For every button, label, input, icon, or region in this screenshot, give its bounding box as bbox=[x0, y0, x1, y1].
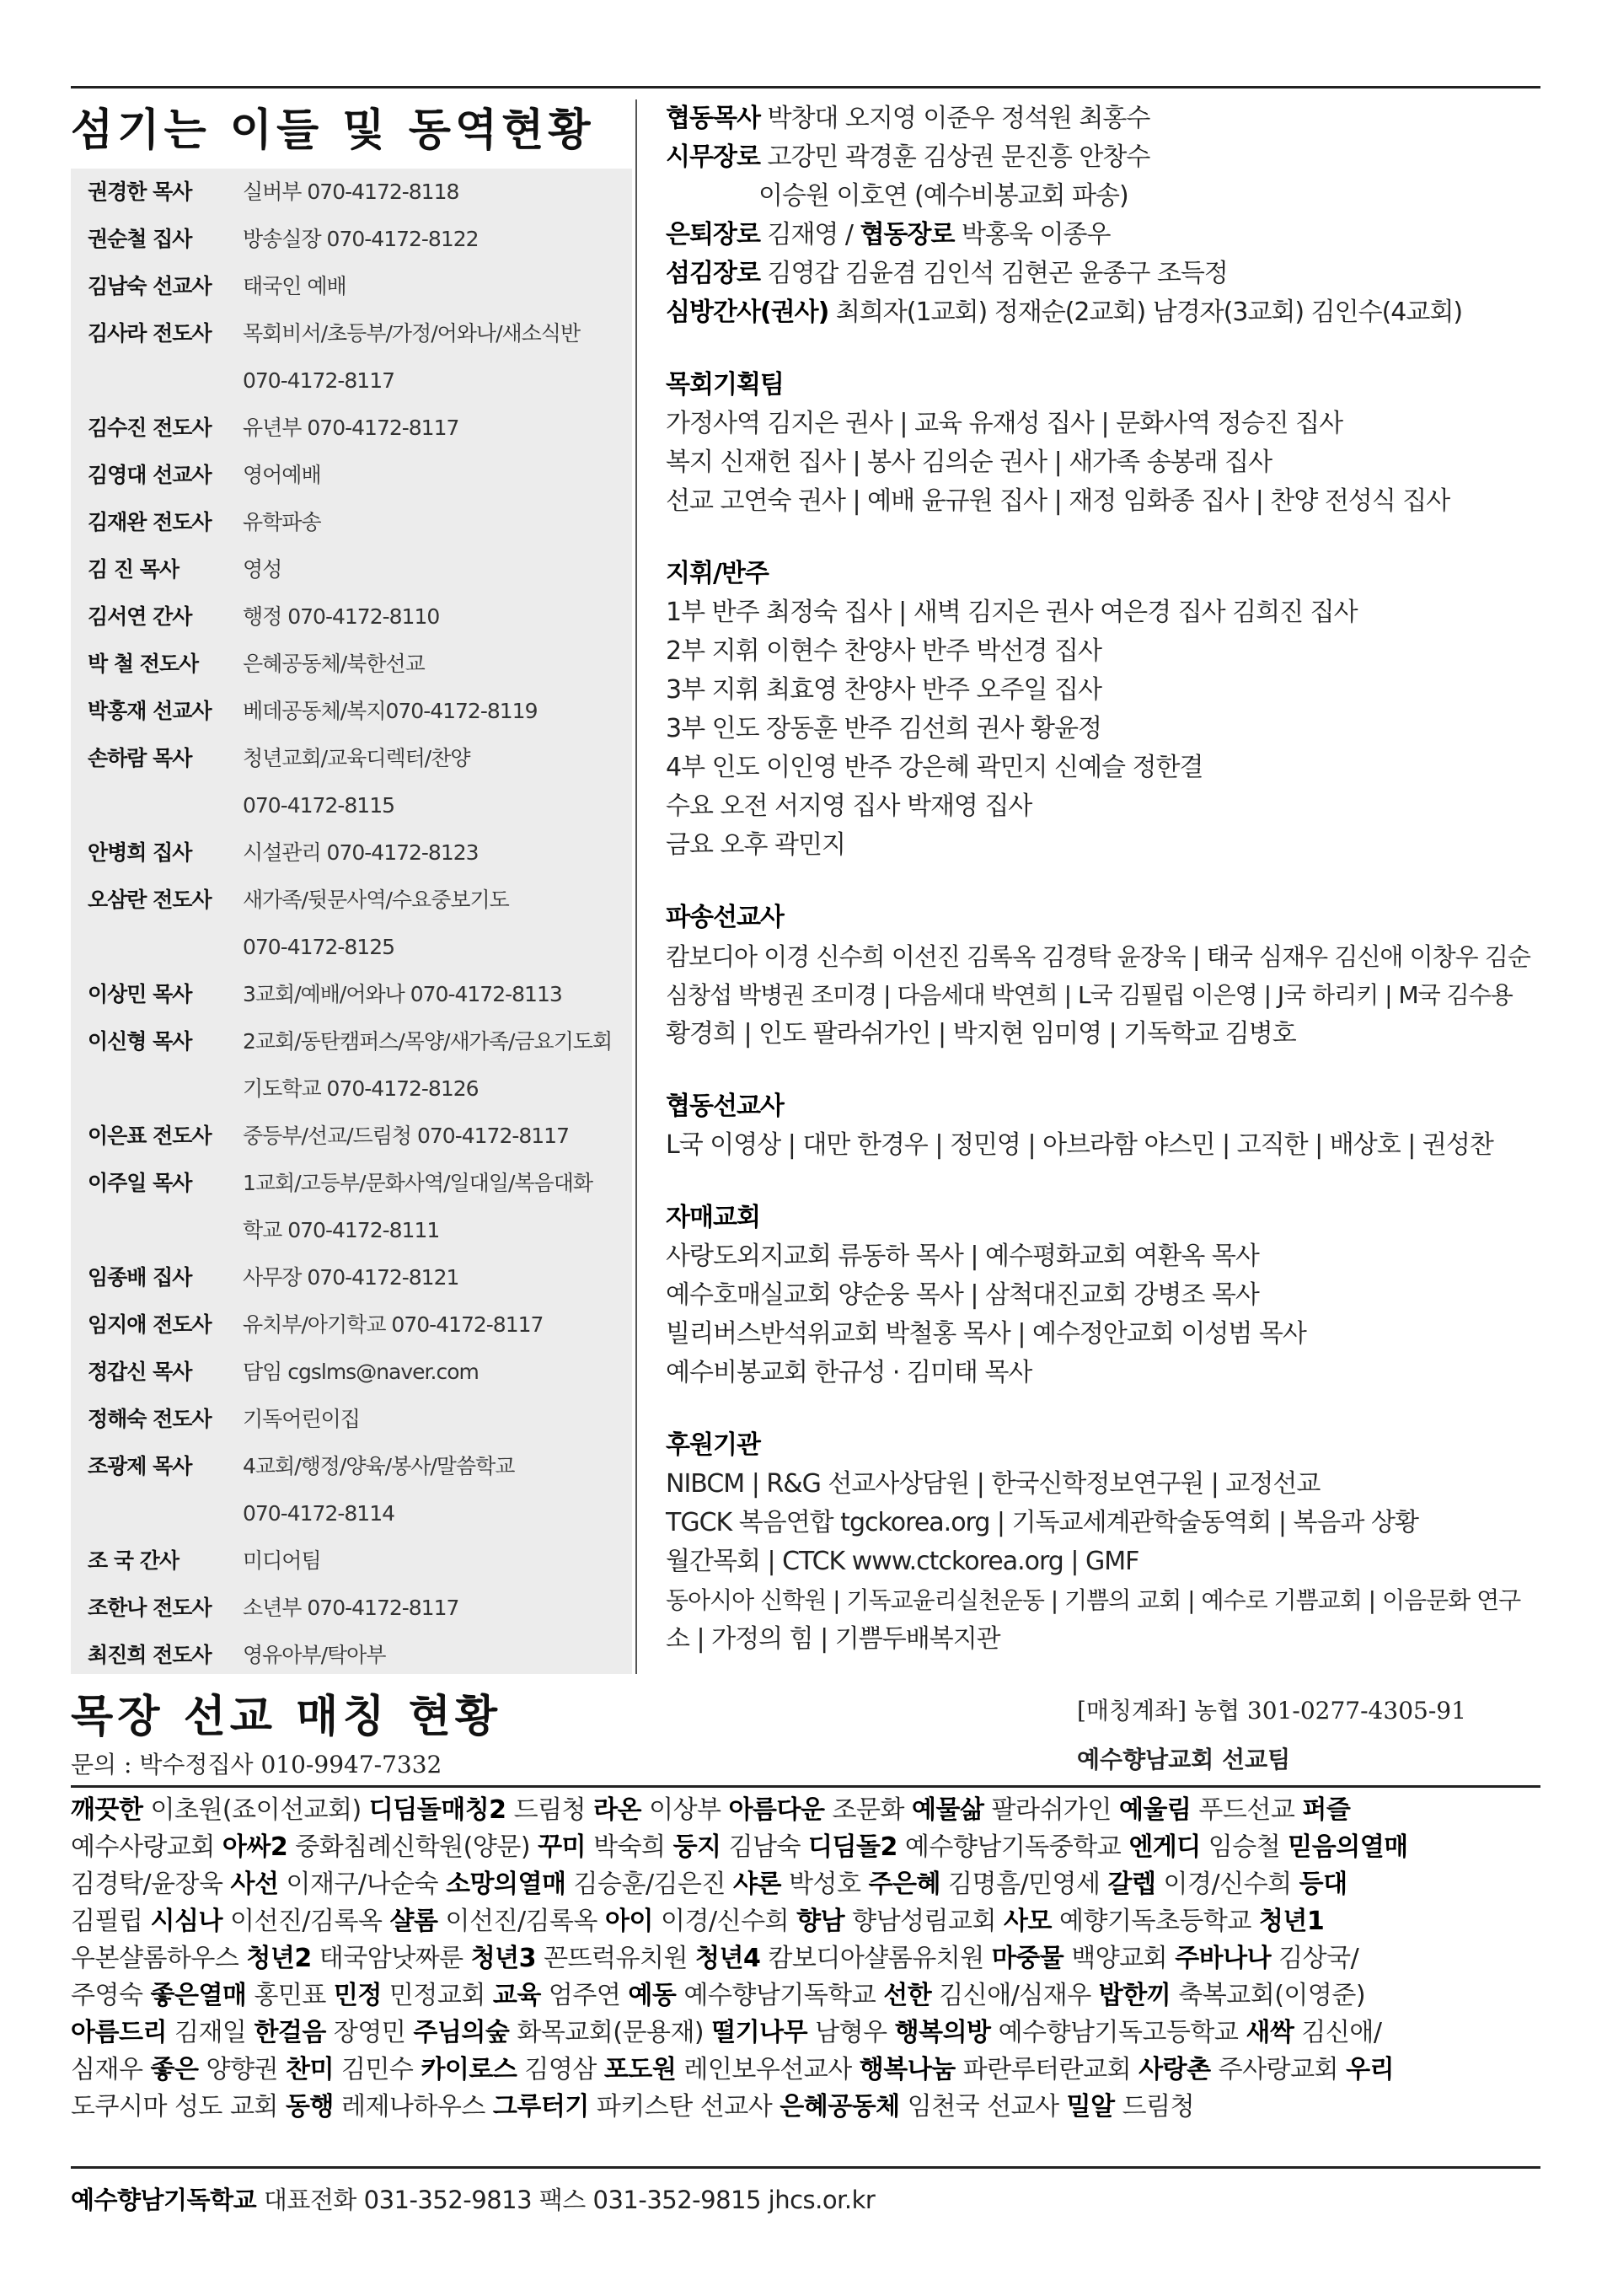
group-partner: 파키스탄 선교사 bbox=[588, 2092, 780, 2122]
staff-row bbox=[88, 735, 627, 829]
matching-line bbox=[71, 1792, 1540, 1829]
matching-line bbox=[71, 2052, 1540, 2089]
section-line: 예수호매실교회 양순웅 목사 | 삼척대진교회 강병조 목사 bbox=[666, 1280, 1259, 1310]
section-line: 선교 고연숙 권사 | 예배 윤규원 집사 | 재정 임화종 집사 | 찬양 전성식 집사 bbox=[666, 486, 1450, 516]
staff-row bbox=[88, 1018, 627, 1113]
staff-role-line: 영유아부/탁아부 bbox=[243, 1643, 386, 1667]
group-partner: 주사랑교회 bbox=[1210, 2055, 1347, 2084]
group-partner: 박숙희 bbox=[586, 1832, 673, 1862]
group-name: 한걸음 bbox=[254, 2018, 326, 2047]
staff-name: 조광제 목사 bbox=[88, 1454, 192, 1478]
matching-line bbox=[71, 1977, 1540, 2014]
group-partner: 축복교회(이영준) bbox=[1171, 1981, 1366, 2010]
group-name: 아싸2 bbox=[222, 1832, 288, 1862]
staff-role bbox=[243, 593, 627, 641]
matching-line bbox=[71, 1829, 1540, 1866]
staff-role bbox=[243, 1585, 627, 1632]
section-heading: 협동선교사 bbox=[666, 1092, 784, 1121]
associate-pastors-line: 협동목사 박창대 오지영 이준우 정석원 최홍수 bbox=[666, 104, 1150, 133]
group-partner: 남형우 bbox=[807, 2018, 895, 2047]
group-name: 떨기나무 bbox=[711, 2018, 808, 2047]
staff-role bbox=[243, 169, 627, 216]
group-partner: 도쿠시마 성도 교회 bbox=[71, 2092, 286, 2122]
section-line: 1부 반주 최정숙 집사 | 새벽 김지은 권사 여은경 집사 김희진 집사 bbox=[666, 598, 1358, 627]
group-partner: 예향기독초등학교 bbox=[1051, 1907, 1259, 1936]
group-partner: 레인보우선교사 bbox=[676, 2055, 860, 2084]
staff-role bbox=[243, 1254, 627, 1301]
staff-role-line: 기도학교 070-4172-8126 bbox=[243, 1076, 479, 1101]
staff-row bbox=[88, 452, 627, 499]
section-gap bbox=[666, 1165, 1542, 1199]
section-line: 금요 오후 곽민지 bbox=[666, 830, 845, 860]
staff-role-line: 유년부 070-4172-8117 bbox=[243, 416, 459, 440]
matching-line bbox=[71, 1866, 1540, 1903]
staff-row bbox=[88, 829, 627, 877]
group-name: 예물삶 bbox=[912, 1795, 984, 1825]
matching-line bbox=[71, 2014, 1540, 2052]
group-name: 사모 bbox=[1004, 1907, 1052, 1936]
footer-rule bbox=[71, 2166, 1540, 2169]
staff-role bbox=[243, 216, 627, 263]
staff-row bbox=[88, 1301, 627, 1349]
contact-line: 문의 : 박수정집사 010-9947-7332 bbox=[71, 1751, 442, 1778]
matching-line bbox=[71, 2089, 1540, 2126]
group-name: 라온 bbox=[593, 1795, 642, 1825]
staff-name: 김서연 간사 bbox=[88, 604, 192, 629]
staff-row bbox=[88, 877, 627, 971]
matching-line bbox=[71, 1940, 1540, 1977]
staff-role bbox=[243, 971, 627, 1018]
footer-school-name: 예수향남기독학교 bbox=[71, 2186, 257, 2214]
staff-name: 김영대 선교사 bbox=[88, 463, 212, 487]
group-name: 행복나눔 bbox=[859, 2055, 956, 2084]
group-partner: 이경/신수희 bbox=[1155, 1870, 1299, 1899]
staff-role-line: 070-4172-8125 bbox=[243, 935, 395, 959]
staff-name: 임지애 전도사 bbox=[88, 1312, 212, 1337]
staff-role-line: 행정 070-4172-8110 bbox=[243, 604, 440, 629]
group-name: 아이 bbox=[605, 1907, 653, 1936]
group-name: 깨끗한 bbox=[71, 1795, 143, 1825]
group-name: 밥한끼 bbox=[1098, 1981, 1171, 2010]
staff-role-line: 목회비서/초등부/가정/어와나/새소식반 bbox=[243, 321, 581, 346]
group-partner: 김상국/ bbox=[1271, 1944, 1359, 1973]
column-divider bbox=[635, 99, 637, 1674]
ministry-sections bbox=[666, 332, 1542, 1659]
group-partner: 우본샬롬하우스 bbox=[71, 1944, 247, 1973]
group-name: 카이로스 bbox=[421, 2055, 517, 2084]
section-line: L국 이영상 | 대만 한경우 | 정민영 | 아브라함 야스민 | 고직한 | 배상호 | 권성찬 bbox=[666, 1130, 1493, 1160]
staff-row bbox=[88, 169, 627, 216]
staff-role-line: 시설관리 070-4172-8123 bbox=[243, 840, 479, 865]
staff-role-line: 새가족/뒷문사역/수요중보기도 bbox=[243, 888, 509, 912]
group-partner: 김명흠/민영세 bbox=[940, 1870, 1108, 1899]
staff-row bbox=[88, 1160, 627, 1254]
group-name: 엔게디 bbox=[1128, 1832, 1201, 1862]
group-name: 교육 bbox=[492, 1981, 541, 2010]
staff-role-line: 실버부 070-4172-8118 bbox=[243, 180, 459, 204]
top-rule bbox=[71, 86, 1540, 89]
group-partner: 이경/신수희 bbox=[653, 1907, 797, 1936]
group-partner: 꼰뜨럭유치원 bbox=[536, 1944, 695, 1973]
staff-role bbox=[243, 1160, 627, 1254]
matching-account-team: 예수향남교회 선교팀 bbox=[1077, 1746, 1291, 1773]
staff-role-line: 사무장 070-4172-8121 bbox=[243, 1265, 459, 1290]
group-partner: 화목교회(문용재) bbox=[509, 2018, 712, 2047]
staff-list bbox=[88, 169, 627, 1679]
section-gap bbox=[666, 521, 1542, 555]
group-name: 둥지 bbox=[672, 1832, 721, 1862]
section-line: 3부 지휘 최효영 찬양사 반주 오주일 집사 bbox=[666, 675, 1101, 705]
matching-list bbox=[71, 1792, 1540, 2126]
group-name: 마중물 bbox=[991, 1944, 1064, 1973]
group-partner: 김필립 bbox=[71, 1907, 151, 1936]
section-gap bbox=[666, 1392, 1542, 1426]
staff-section-title: 섬기는 이들 및 동역현황 bbox=[71, 105, 595, 156]
staff-role bbox=[243, 735, 627, 829]
staff-role-line: 영성 bbox=[243, 557, 282, 582]
staff-role bbox=[243, 1443, 627, 1537]
staff-row bbox=[88, 263, 627, 310]
staff-role-line: 070-4172-8117 bbox=[243, 368, 395, 393]
group-name: 청년4 bbox=[695, 1944, 761, 1973]
visitation-deaconess-line: 심방간사(권사) 최희자(1교회) 정재순(2교회) 남경자(3교회) 김인수(4교회) bbox=[666, 298, 1463, 327]
group-name: 아름드리 bbox=[71, 2018, 167, 2047]
staff-role bbox=[243, 405, 627, 452]
staff-role-line: 방송실장 070-4172-8122 bbox=[243, 227, 479, 251]
staff-role bbox=[243, 688, 627, 735]
group-name: 청년2 bbox=[246, 1944, 312, 1973]
section-heading: 지휘/반주 bbox=[666, 559, 769, 588]
staff-name: 정해숙 전도사 bbox=[88, 1407, 212, 1431]
staff-row bbox=[88, 310, 627, 405]
staff-role-line: 청년교회/교육디렉터/찬양 bbox=[243, 746, 470, 770]
staff-role bbox=[243, 1537, 627, 1585]
group-partner: 드림청 bbox=[1114, 2092, 1195, 2122]
staff-role bbox=[243, 452, 627, 499]
group-partner: 레제나하우스 bbox=[333, 2092, 493, 2122]
group-name: 주바나나 bbox=[1175, 1944, 1272, 1973]
group-partner: 태국암낫짜룬 bbox=[311, 1944, 471, 1973]
staff-role-line: 은혜공동체/북한선교 bbox=[243, 652, 425, 676]
group-partner: 박성호 bbox=[781, 1870, 869, 1899]
group-partner: 김승훈/김은진 bbox=[565, 1870, 734, 1899]
group-partner: 김경탁/윤장욱 bbox=[71, 1870, 231, 1899]
staff-row bbox=[88, 1396, 627, 1443]
staff-name: 김사라 전도사 bbox=[88, 321, 212, 346]
staff-row bbox=[88, 641, 627, 688]
group-name: 동행 bbox=[285, 2092, 334, 2122]
group-name: 청년3 bbox=[470, 1944, 537, 1973]
group-partner: 이초원(죠이선교회) bbox=[142, 1795, 369, 1825]
staff-name: 이주일 목사 bbox=[88, 1171, 192, 1195]
staff-row bbox=[88, 1537, 627, 1585]
staff-role-line: 2교회/동탄캠퍼스/목양/새가족/금요기도회 bbox=[243, 1029, 613, 1054]
group-partner: 이상부 bbox=[641, 1795, 729, 1825]
section-line: 수요 오전 서지영 집사 박재영 집사 bbox=[666, 791, 1032, 821]
staff-role-line: 유학파송 bbox=[243, 510, 321, 534]
group-partner: 파란루터란교회 bbox=[955, 2055, 1139, 2084]
staff-role bbox=[243, 310, 627, 405]
group-partner: 예수사랑교회 bbox=[71, 1832, 222, 1862]
staff-row bbox=[88, 1585, 627, 1632]
footer-contact: 대표전화 031-352-9813 팩스 031-352-9815 jhcs.or.kr bbox=[256, 2186, 876, 2214]
section-line: 빌리버스반석위교회 박철홍 목사 | 예수정안교회 이성범 목사 bbox=[666, 1319, 1306, 1349]
group-name: 예울림 bbox=[1118, 1795, 1192, 1825]
section-line: 심창섭 박병권 조미경 | 다음세대 박연희 | L국 김필립 이은영 | J국 하리키 | M국 김수용 bbox=[666, 981, 1513, 1009]
section-line: 예수비봉교회 한규성 · 김미태 목사 bbox=[666, 1358, 1032, 1387]
staff-role-line: 베데공동체/복지070-4172-8119 bbox=[243, 699, 538, 723]
group-partner: 심재우 bbox=[71, 2055, 151, 2084]
section-heading: 자매교회 bbox=[666, 1203, 760, 1232]
staff-name: 김재완 전도사 bbox=[88, 510, 212, 534]
group-name: 디딤돌2 bbox=[808, 1832, 897, 1862]
group-name: 주님의숲 bbox=[413, 2018, 510, 2047]
staff-name: 손하람 목사 bbox=[88, 746, 192, 770]
staff-role bbox=[243, 499, 627, 546]
matching-line bbox=[71, 1903, 1540, 1940]
section-gap bbox=[666, 332, 1542, 366]
group-partner: 김신애/심재우 bbox=[931, 1981, 1099, 2010]
staff-row bbox=[88, 1632, 627, 1679]
group-partner: 김신애/ bbox=[1294, 2018, 1382, 2047]
group-name: 믿음의열매 bbox=[1288, 1832, 1408, 1862]
section-line: 가정사역 김지은 권사 | 교육 유재성 집사 | 문화사역 정승진 집사 bbox=[666, 409, 1343, 438]
group-name: 우리 bbox=[1346, 2055, 1395, 2084]
staff-role bbox=[243, 1301, 627, 1349]
group-name: 은혜공동체 bbox=[780, 2092, 900, 2122]
staff-role-line: 소년부 070-4172-8117 bbox=[243, 1596, 459, 1620]
section-line: 캄보디아 이경 신수희 이선진 김록옥 김경탁 윤장욱 | 태국 심재우 김신애 이창우 김순 bbox=[666, 942, 1530, 971]
group-partner: 이선진/김록옥 bbox=[222, 1907, 390, 1936]
group-partner: 이선진/김록옥 bbox=[437, 1907, 606, 1936]
staff-name: 이은표 전도사 bbox=[88, 1124, 212, 1148]
section-line: 3부 인도 장동훈 반주 김선희 권사 황윤정 bbox=[666, 714, 1101, 743]
group-partner: 조문화 bbox=[824, 1795, 912, 1825]
staff-name: 김 진 목사 bbox=[88, 557, 179, 582]
staff-name: 조한나 전도사 bbox=[88, 1596, 212, 1620]
group-partner: 예수향남기독학교 bbox=[676, 1981, 884, 2010]
group-name: 선한 bbox=[883, 1981, 932, 2010]
group-partner: 임승철 bbox=[1200, 1832, 1289, 1862]
group-name: 퍼즐 bbox=[1302, 1795, 1351, 1825]
group-partner: 민정교회 bbox=[381, 1981, 493, 2010]
group-partner: 푸드선교 bbox=[1191, 1795, 1303, 1825]
group-name: 주은혜 bbox=[868, 1870, 940, 1899]
group-name: 향남 bbox=[796, 1907, 845, 1936]
staff-name: 오삼란 전도사 bbox=[88, 888, 212, 912]
group-name: 예동 bbox=[628, 1981, 677, 2010]
group-name: 사선 bbox=[230, 1870, 279, 1899]
group-partner: 팔라쉬가인 bbox=[983, 1795, 1119, 1825]
staff-role-line: 070-4172-8114 bbox=[243, 1501, 395, 1526]
staff-name: 김남숙 선교사 bbox=[88, 274, 212, 298]
section-gap bbox=[666, 1054, 1542, 1087]
staff-role-line: 중등부/선교/드림청 070-4172-8117 bbox=[243, 1124, 569, 1148]
section-heading: 후원기관 bbox=[666, 1430, 760, 1460]
serving-elders-line-2: 이승원 이호연 (예수비봉교회 파송) bbox=[758, 181, 1128, 211]
section-line: 2부 지휘 이현수 찬양사 반주 박선경 집사 bbox=[666, 636, 1101, 666]
section-line: 4부 인도 이인영 반주 강은혜 곽민지 신예슬 정한결 bbox=[666, 753, 1203, 782]
group-partner: 캄보디아샬롬유치원 bbox=[760, 1944, 992, 1973]
section-heading: 목회기획팀 bbox=[666, 370, 784, 400]
staff-row bbox=[88, 546, 627, 593]
group-name: 밀알 bbox=[1066, 2092, 1115, 2122]
group-name: 포도원 bbox=[603, 2055, 677, 2084]
section-line: 복지 신재헌 집사 | 봉사 김의순 권사 | 새가족 송봉래 집사 bbox=[666, 448, 1272, 477]
group-name: 등대 bbox=[1299, 1870, 1347, 1899]
staff-role-line: 1교회/고등부/문화사역/일대일/복음대화 bbox=[243, 1171, 592, 1195]
group-name: 그루터기 bbox=[492, 2092, 589, 2122]
staff-row bbox=[88, 593, 627, 641]
staff-name: 박 철 전도사 bbox=[88, 652, 199, 676]
staff-role-line: 기독어린이집 bbox=[243, 1407, 360, 1431]
staff-role bbox=[243, 263, 627, 310]
group-partner: 양향권 bbox=[198, 2055, 286, 2084]
staff-role bbox=[243, 641, 627, 688]
group-name: 청년1 bbox=[1258, 1907, 1325, 1936]
matching-account: [매칭계좌] 농협 301-0277-4305-91 bbox=[1077, 1697, 1466, 1725]
group-partner: 주영숙 bbox=[71, 1981, 151, 2010]
group-partner: 임천국 선교사 bbox=[899, 2092, 1067, 2122]
staff-role bbox=[243, 1349, 627, 1396]
staff-role bbox=[243, 1396, 627, 1443]
group-partner: 예수향남기독중학교 bbox=[897, 1832, 1129, 1862]
staff-row bbox=[88, 1349, 627, 1396]
group-partner: 예수향남기독고등학교 bbox=[990, 2018, 1246, 2047]
section-line: 사랑도외지교회 류동하 목사 | 예수평화교회 여환옥 목사 bbox=[666, 1242, 1259, 1271]
group-name: 샬롬 bbox=[389, 1907, 438, 1936]
staff-name: 이신형 목사 bbox=[88, 1029, 192, 1054]
section-line: 월간목회 | CTCK www.ctckorea.org | GMF bbox=[666, 1547, 1139, 1576]
staff-row bbox=[88, 1443, 627, 1537]
staff-role bbox=[243, 877, 627, 971]
ministry-column bbox=[666, 99, 1542, 1659]
staff-name: 김수진 전도사 bbox=[88, 416, 212, 440]
group-name: 좋은열매 bbox=[150, 1981, 247, 2010]
staff-role bbox=[243, 829, 627, 877]
group-name: 갈렙 bbox=[1107, 1870, 1156, 1899]
staff-role-line: 학교 070-4172-8111 bbox=[243, 1218, 440, 1242]
group-name: 샤론 bbox=[733, 1870, 781, 1899]
staff-name: 임종배 집사 bbox=[88, 1265, 192, 1290]
group-name: 아름다운 bbox=[728, 1795, 825, 1825]
serving-elders-line: 시무장로 고강민 곽경훈 김상권 문진흥 안창수 bbox=[666, 142, 1150, 172]
group-name: 꾸미 bbox=[538, 1832, 587, 1862]
staff-role-line: 유치부/아기학교 070-4172-8117 bbox=[243, 1312, 544, 1337]
section-line: 황경희 | 인도 팔라쉬가인 | 박지현 임미영 | 기독학교 김병호 bbox=[666, 1019, 1296, 1049]
staff-name: 권순철 집사 bbox=[88, 227, 192, 251]
group-partner: 장영민 bbox=[325, 2018, 414, 2047]
section-line: 소 | 가정의 힘 | 기쁨두배복지관 bbox=[666, 1624, 1000, 1654]
staff-row bbox=[88, 688, 627, 735]
staff-role bbox=[243, 1113, 627, 1160]
group-name: 사랑촌 bbox=[1138, 2055, 1211, 2084]
staff-name: 정갑신 목사 bbox=[88, 1360, 192, 1384]
group-name: 민정 bbox=[333, 1981, 382, 2010]
group-name: 좋은 bbox=[150, 2055, 199, 2084]
staff-role-line: 영어예배 bbox=[243, 463, 321, 487]
staff-role-line: 4교회/행정/양육/봉사/말씀학교 bbox=[243, 1454, 515, 1478]
staff-role-line: 3교회/예배/어와나 070-4172-8113 bbox=[243, 982, 562, 1006]
matching-rule bbox=[71, 1785, 1540, 1788]
group-partner: 이재구/나순숙 bbox=[278, 1870, 447, 1899]
staff-row bbox=[88, 499, 627, 546]
staff-role-line: 담임 cgslms@naver.com bbox=[243, 1360, 479, 1384]
group-name: 디딤돌매칭2 bbox=[368, 1795, 506, 1825]
staff-row bbox=[88, 405, 627, 452]
group-name: 찬미 bbox=[285, 2055, 334, 2084]
group-name: 새싹 bbox=[1246, 2018, 1294, 2047]
group-partner: 드림청 bbox=[506, 1795, 594, 1825]
staff-row bbox=[88, 1113, 627, 1160]
group-partner: 김재일 bbox=[166, 2018, 254, 2047]
staff-name: 최진희 전도사 bbox=[88, 1643, 212, 1667]
staff-name: 조 국 간사 bbox=[88, 1548, 179, 1573]
group-partner: 향남성림교회 bbox=[844, 1907, 1005, 1936]
group-partner: 김민수 bbox=[333, 2055, 421, 2084]
section-line: NIBCM | R&G 선교사상담원 | 한국신학정보연구원 | 교정선교 bbox=[666, 1469, 1321, 1499]
staff-row bbox=[88, 216, 627, 263]
section-heading: 파송선교사 bbox=[666, 903, 784, 932]
group-partner: 엄주연 bbox=[540, 1981, 629, 2010]
footer bbox=[71, 2181, 875, 2216]
staff-name: 권경한 목사 bbox=[88, 180, 192, 204]
section-gap bbox=[666, 865, 1542, 899]
group-partner: 김영삼 bbox=[517, 2055, 604, 2084]
staff-row bbox=[88, 1254, 627, 1301]
staff-role bbox=[243, 1632, 627, 1679]
staff-role-line: 미디어팀 bbox=[243, 1548, 321, 1573]
staff-role bbox=[243, 546, 627, 593]
group-partner: 김남숙 bbox=[721, 1832, 809, 1862]
staff-row bbox=[88, 971, 627, 1018]
group-partner: 백양교회 bbox=[1063, 1944, 1176, 1973]
ministry-elders-line: 섬김장로 김영갑 김윤겸 김인석 김현곤 윤종구 조득정 bbox=[666, 259, 1228, 288]
group-name: 행복의방 bbox=[894, 2018, 991, 2047]
group-partner: 홍민표 bbox=[246, 1981, 334, 2010]
staff-role bbox=[243, 1018, 627, 1113]
group-name: 소망의열매 bbox=[446, 1870, 566, 1899]
group-partner: 중화침례신학원(양문) bbox=[287, 1832, 538, 1862]
staff-role-line: 070-4172-8115 bbox=[243, 793, 395, 818]
matching-section-title: 목장 선교 매칭 현황 bbox=[71, 1691, 502, 1742]
staff-name: 박홍재 선교사 bbox=[88, 699, 212, 723]
staff-name: 이상민 목사 bbox=[88, 982, 192, 1006]
section-line: TGCK 복음연합 tgckorea.org | 기독교세계관학술동역회 | 복음과 상황 bbox=[666, 1508, 1418, 1537]
retired-elders-line: 은퇴장로 김재영 / 협동장로 박홍욱 이종우 bbox=[666, 220, 1111, 249]
staff-name: 안병희 집사 bbox=[88, 840, 192, 865]
staff-role-line: 태국인 예배 bbox=[243, 274, 346, 298]
group-name: 시심나 bbox=[150, 1907, 222, 1936]
section-line: 동아시아 신학원 | 기독교윤리실천운동 | 기쁨의 교회 | 예수로 기쁨교회 | 이음문화 연구 bbox=[666, 1586, 1521, 1614]
